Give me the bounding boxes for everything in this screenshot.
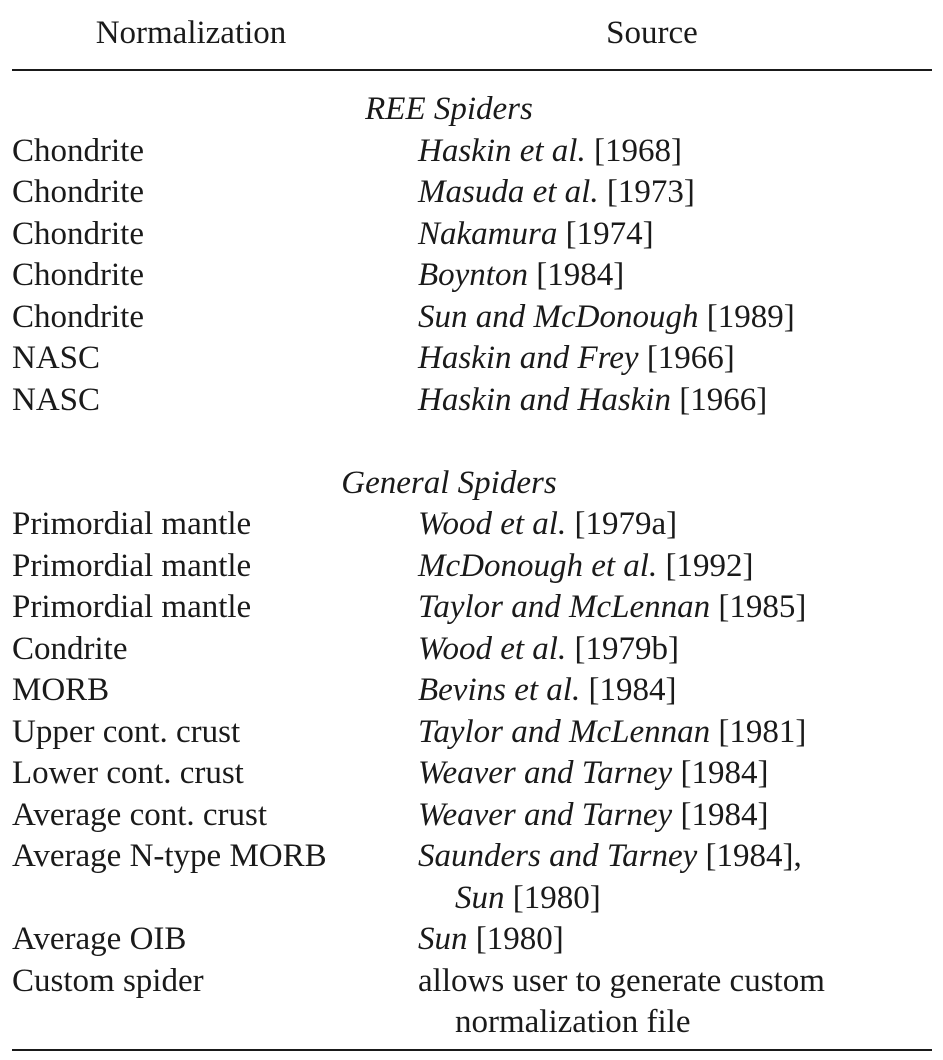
source-author: Sun and McDonough	[418, 298, 699, 335]
source-cell	[418, 587, 806, 629]
source-cell	[418, 836, 802, 878]
table-row	[0, 172, 943, 214]
source-cell	[455, 1002, 691, 1044]
table-row	[0, 504, 943, 546]
table-row	[0, 1002, 943, 1044]
normalization-cell: Average N-type MORB	[12, 838, 327, 874]
source-author: Bevins et al.	[418, 672, 581, 708]
normalization-cell: Chondrite	[12, 257, 144, 293]
section-title: General Spiders	[341, 464, 557, 501]
source-reference: [1984]	[580, 672, 677, 708]
source-cell	[418, 919, 564, 961]
table-row	[0, 795, 943, 837]
table-row	[0, 131, 943, 173]
table-row	[0, 753, 943, 795]
section-header-row	[0, 463, 943, 505]
source-author: Masuda et al.	[418, 174, 599, 210]
source-reference: [1979b]	[566, 630, 679, 667]
source-author: Haskin et al.	[418, 132, 586, 169]
source-cell	[418, 712, 806, 754]
section-header-row	[0, 89, 943, 131]
normalization-cell: Chondrite	[12, 132, 144, 169]
source-reference: [1992]	[657, 547, 754, 584]
source-cell	[418, 546, 753, 588]
table-header	[0, 12, 943, 54]
source-cell	[418, 214, 654, 256]
source-cell	[418, 255, 624, 297]
source-author: Sun	[418, 921, 468, 957]
normalization-cell: NASC	[12, 381, 101, 418]
column-header-source: Source	[606, 15, 698, 51]
normalization-cell: Chondrite	[12, 215, 144, 252]
normalization-cell: Primordial mantle	[12, 547, 252, 584]
source-cell	[418, 338, 735, 380]
source-reference: [1966]	[638, 340, 735, 376]
normalization-cell: Average OIB	[12, 921, 187, 957]
source-author: Saunders and Tarney	[418, 838, 698, 874]
spacer-line	[0, 421, 943, 463]
normalization-cell: Primordial mantle	[12, 506, 252, 542]
source-author: Sun	[455, 879, 505, 916]
source-reference: [1984]	[672, 796, 769, 833]
normalization-cell: Average cont. crust	[12, 796, 268, 833]
source-reference: [1989]	[698, 298, 795, 335]
column-header-normalization: Normalization	[95, 15, 287, 51]
table-row	[0, 836, 943, 878]
table-row	[0, 255, 943, 297]
source-author: McDonough et al.	[418, 547, 658, 584]
source-cell	[418, 380, 767, 422]
top-rule	[12, 69, 932, 71]
source-cell	[455, 878, 601, 920]
normalization-cell: Lower cont. crust	[12, 755, 244, 791]
source-author: Haskin and Frey	[418, 340, 639, 376]
source-reference: [1981]	[710, 713, 807, 750]
table-row	[0, 878, 943, 920]
normalization-cell: Custom spider	[12, 962, 204, 999]
source-cell	[418, 504, 677, 546]
source-cell	[418, 753, 768, 795]
section-title: REE Spiders	[365, 91, 533, 127]
source-reference: allows user to generate custom	[418, 962, 825, 999]
normalization-cell: Chondrite	[12, 174, 144, 210]
source-reference: [1985]	[710, 589, 807, 625]
normalization-cell: Upper cont. crust	[12, 713, 241, 750]
table-row	[0, 712, 943, 754]
table-row	[0, 297, 943, 339]
source-author: Haskin and Haskin	[418, 381, 671, 418]
table-row	[0, 961, 943, 1003]
source-author: Taylor and McLennan	[418, 589, 711, 625]
table-row	[0, 338, 943, 380]
table-row	[0, 670, 943, 712]
normalization-cell: Chondrite	[12, 298, 144, 335]
source-cell	[418, 172, 695, 214]
source-author: Boynton	[418, 257, 528, 293]
table-row	[0, 546, 943, 588]
table-row	[0, 919, 943, 961]
source-reference: [1984]	[672, 755, 769, 791]
source-author: Wood et al.	[418, 506, 567, 542]
normalization-cell: Primordial mantle	[12, 589, 252, 625]
table-row	[0, 380, 943, 422]
source-author: Wood et al.	[418, 630, 567, 667]
source-reference: [1980]	[504, 879, 601, 916]
source-cell	[418, 629, 679, 671]
source-reference: [1974]	[557, 215, 654, 252]
source-reference: [1966]	[670, 381, 768, 418]
source-reference: [1980]	[467, 921, 564, 957]
source-reference: [1968]	[585, 132, 682, 169]
source-cell	[418, 297, 795, 339]
table-body	[0, 89, 943, 1044]
source-author: Taylor and McLennan	[418, 713, 711, 750]
source-author: Weaver and Tarney	[418, 796, 673, 833]
source-cell	[418, 131, 682, 173]
table-row	[0, 587, 943, 629]
table-row	[0, 629, 943, 671]
table-row	[0, 214, 943, 256]
source-reference: [1984]	[527, 257, 625, 293]
source-cell	[418, 670, 676, 712]
normalization-cell: NASC	[12, 340, 101, 376]
bottom-rule	[12, 1049, 932, 1051]
source-reference: normalization file	[455, 1004, 691, 1040]
source-cell	[418, 795, 768, 837]
normalization-cell: MORB	[12, 672, 110, 708]
source-reference: [1973]	[598, 174, 695, 210]
source-reference: [1984],	[697, 838, 802, 874]
normalization-cell: Condrite	[12, 630, 128, 667]
source-author: Weaver and Tarney	[418, 755, 673, 791]
source-cell	[418, 961, 825, 1003]
source-reference: [1979a]	[566, 506, 678, 542]
source-author: Nakamura	[418, 215, 558, 252]
